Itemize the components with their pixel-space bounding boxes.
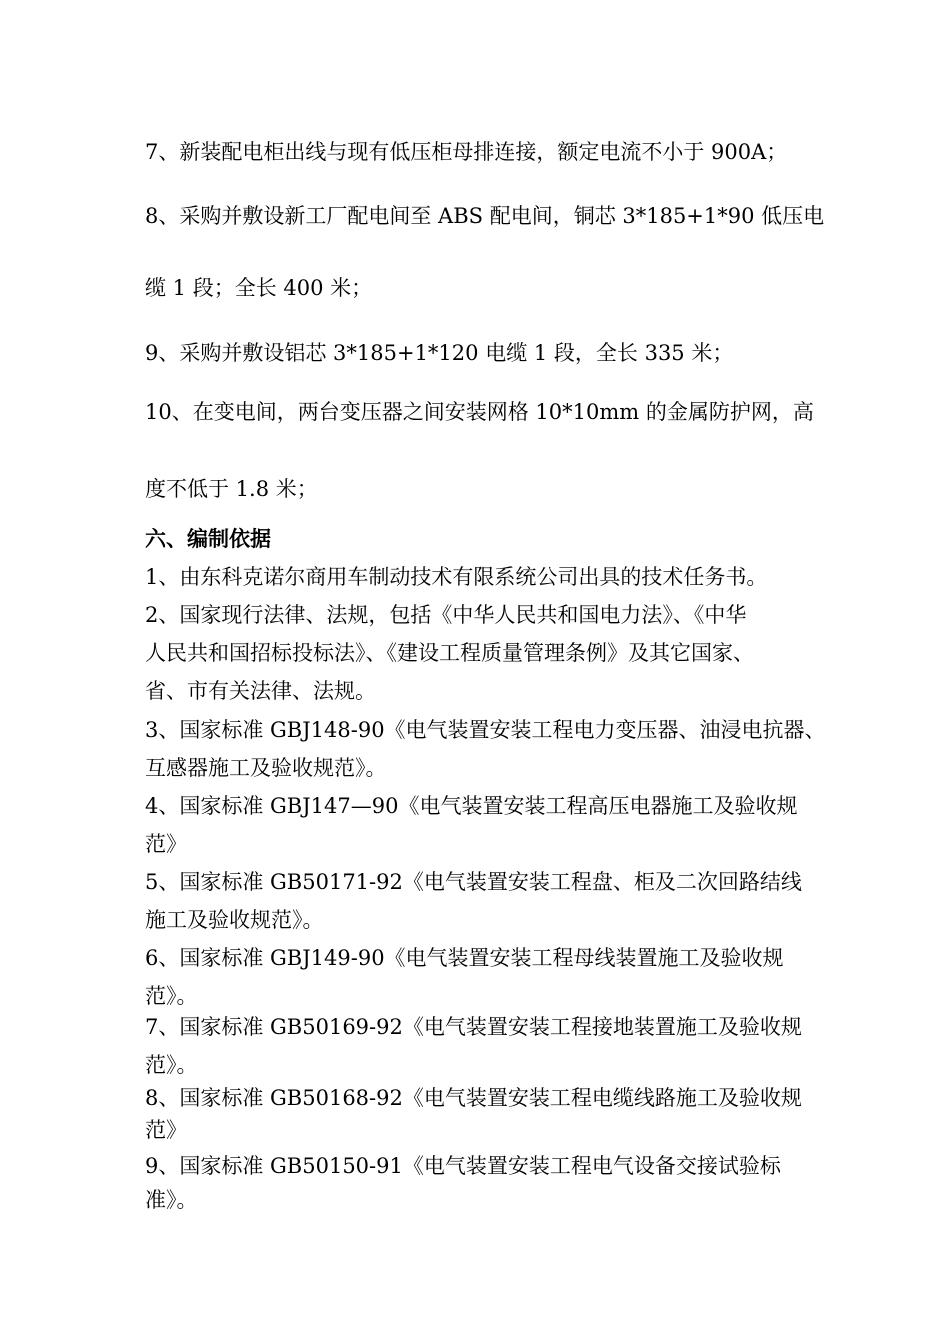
task-7-line-1: 7、新装配电柜出线与现有低压柜母排连接，额定电流不小于 900A； <box>145 140 788 164</box>
basis-item-9-line-1: 9、国家标准 GB50150-91《电气装置安装工程电气设备交接试验标 <box>145 1154 781 1178</box>
basis-item-6-line-2: 范》。 <box>145 984 198 1008</box>
basis-item-7-line-2: 范》。 <box>145 1053 198 1077</box>
basis-item-4-line-1: 4、国家标准 GBJ147—90《电气装置安装工程高压电器施工及验收规 <box>145 794 798 818</box>
section-heading: 六、编制依据 <box>145 527 271 551</box>
task-8-line-2: 缆 1 段；全长 400 米； <box>145 276 373 300</box>
basis-item-4-line-2: 范》 <box>145 832 187 856</box>
basis-item-1-line-1: 1、由东科克诺尔商用车制动技术有限系统公司出具的技术任务书。 <box>145 565 768 589</box>
basis-item-8-line-2: 范》 <box>145 1118 187 1142</box>
basis-item-2-line-1: 2、国家现行法律、法规，包括《中华人民共和国电力法》、《中华 <box>145 603 747 627</box>
basis-item-6-line-1: 6、国家标准 GBJ149-90《电气装置安装工程母线装置施工及验收规 <box>145 946 784 970</box>
basis-item-2-line-2: 人民共和国招标投标法》、《建设工程质量管理条例》及其它国家、 <box>145 641 754 665</box>
basis-item-9-line-2: 准》。 <box>145 1188 198 1212</box>
basis-item-5-line-1: 5、国家标准 GB50171-92《电气装置安装工程盘、柜及二次回路结线 <box>145 870 802 894</box>
basis-item-3-line-2: 互感器施工及验收规范》。 <box>145 756 387 780</box>
basis-item-7-line-1: 7、国家标准 GB50169-92《电气装置安装工程接地装置施工及验收规 <box>145 1015 802 1039</box>
task-8-line-1: 8、采购并敷设新工厂配电间至 ABS 配电间，铜芯 3*185+1*90 低压电 <box>145 204 825 228</box>
task-10-line-2: 度不低于 1.8 米； <box>145 477 318 501</box>
basis-item-5-line-2: 施工及验收规范》。 <box>145 908 324 932</box>
basis-item-2-line-3: 省、市有关法律、法规。 <box>145 679 376 703</box>
basis-item-3-line-1: 3、国家标准 GBJ148-90《电气装置安装工程电力变压器、油浸电抗器、 <box>145 718 826 742</box>
basis-item-8-line-1: 8、国家标准 GB50168-92《电气装置安装工程电缆线路施工及验收规 <box>145 1086 802 1110</box>
task-10-line-1: 10、在变电间，两台变压器之间安装网格 10*10mm 的金属防护网，高 <box>145 400 814 424</box>
task-9-line-1: 9、采购并敷设铝芯 3*185+1*120 电缆 1 段，全长 335 米； <box>145 341 734 365</box>
